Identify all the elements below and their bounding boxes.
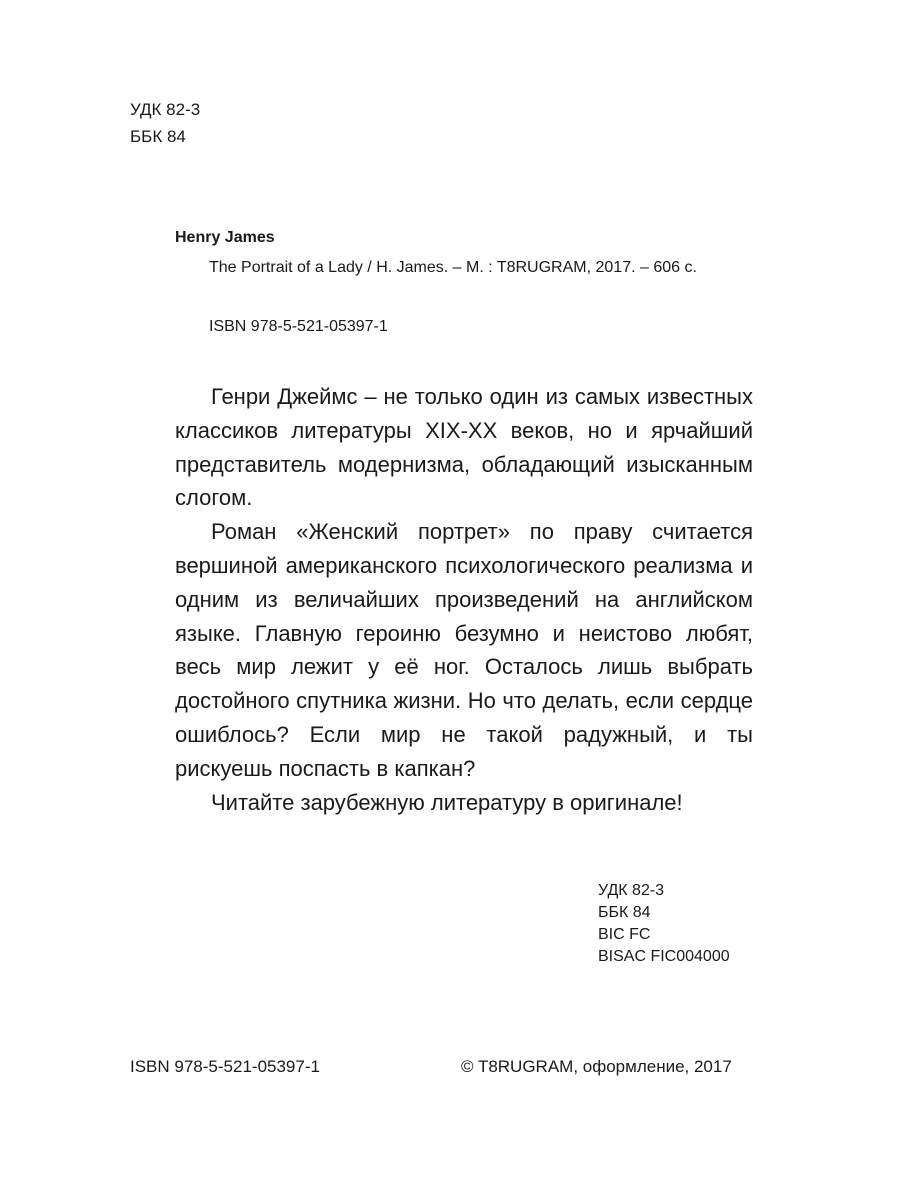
isbn-line: ISBN 978-5-521-05397-1 (209, 318, 388, 335)
annotation-paragraph-3: Читайте зарубежную литературу в оригинале! (211, 789, 683, 815)
bbk-code: ББК 84 (130, 127, 186, 146)
bisac-code: BISAC FIC004000 (598, 948, 730, 965)
bic-code: BIC FC (598, 926, 651, 943)
udk-code-bottom: УДК 82-3 (598, 882, 665, 899)
isbn-footer: ISBN 978-5-521-05397-1 (130, 1057, 320, 1076)
bibliographic-description: The Portrait of a Lady / H. James. – M. : T8RUGRAM, 2017. – 606 c. (209, 259, 697, 276)
author-name: Henry James (175, 229, 275, 246)
udk-code: УДК 82-3 (130, 100, 201, 119)
annotation-paragraph-1: Генри Джеймс – не только один из самых известных классиков литературы XIX-XX веков, но и ярчайший представитель модернизма, обладающий изысканным слогом. (175, 384, 753, 511)
classification-codes-top (130, 96, 200, 150)
bbk-code-bottom: ББК 84 (598, 904, 651, 921)
annotation-text (175, 380, 753, 819)
classification-codes-bottom (598, 880, 730, 968)
copyright-notice: © T8RUGRAM, оформление, 2017 (461, 1057, 732, 1076)
annotation-paragraph-2: Роман «Женский портрет» по праву считается вершиной американского психологического реализма и одним из величайших произведений на английском языке. Главную героиню безумно и неистово любят, весь мир лежит у её ног. Осталось лишь выбрать достойного спутника жизни. Но что делать, если сердце ошиблось? Если мир не такой радужный, и ты рискуешь поспасть в капкан? (175, 519, 753, 781)
